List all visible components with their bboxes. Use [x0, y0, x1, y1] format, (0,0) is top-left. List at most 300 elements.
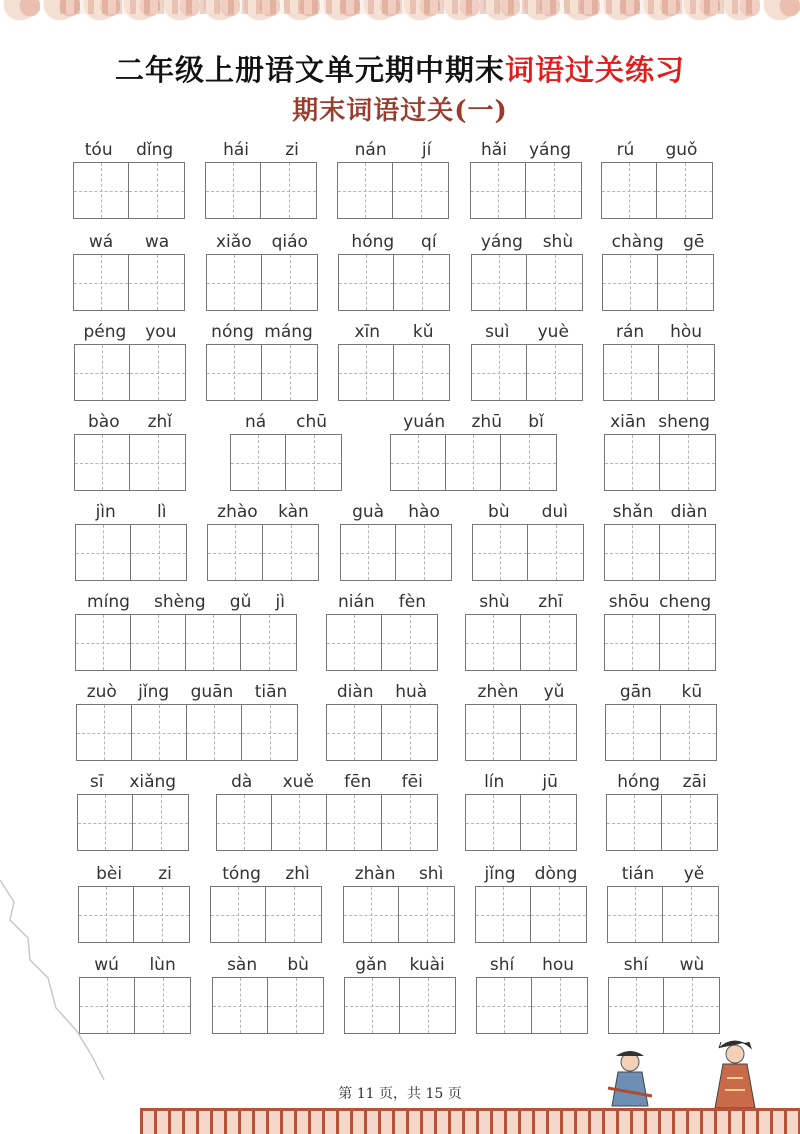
word-item — [603, 320, 715, 401]
pinyin-syllable: shǎn — [612, 502, 654, 522]
pinyin-line — [472, 500, 584, 524]
writing-cell[interactable] — [131, 615, 186, 670]
pinyin-line — [471, 320, 583, 344]
pinyin-syllable: shōu — [608, 592, 650, 612]
word-item — [216, 770, 438, 851]
writing-grid — [210, 886, 322, 943]
writing-cell[interactable] — [477, 978, 532, 1033]
pinyin-syllable: huà — [395, 682, 428, 702]
pinyin-syllable: qiáo — [271, 232, 308, 252]
pinyin-syllable: sàn — [227, 955, 258, 975]
pinyin-syllable: guà — [352, 502, 385, 522]
word-item — [343, 862, 455, 943]
pinyin-syllable: nóng — [211, 322, 254, 342]
writing-cell[interactable] — [532, 978, 587, 1033]
word-item — [604, 500, 716, 581]
pinyin-syllable: shí — [623, 955, 649, 975]
writing-grid — [338, 344, 450, 401]
pinyin-line — [608, 953, 720, 977]
pinyin-line — [602, 230, 714, 254]
pinyin-syllable: jí — [421, 140, 432, 160]
decorative-bottom-rail — [140, 1108, 800, 1134]
writing-cell[interactable] — [396, 525, 451, 580]
pinyin-line — [605, 680, 717, 704]
pinyin-syllable: dǐng — [136, 140, 174, 160]
writing-grid — [338, 254, 450, 311]
pinyin-line — [476, 953, 588, 977]
writing-grid — [465, 794, 577, 851]
writing-grid — [77, 794, 189, 851]
pinyin-syllable: zi — [158, 864, 172, 884]
page-title-main: 二年级上册语文单元期中期末 — [114, 53, 505, 87]
pinyin-line — [210, 862, 322, 886]
pinyin-syllable: zhǐ — [147, 412, 172, 432]
word-item — [465, 770, 577, 851]
pinyin-line — [230, 410, 342, 434]
writing-grid — [604, 614, 716, 671]
writing-cell[interactable] — [130, 435, 185, 490]
pinyin-syllable: suì — [485, 322, 510, 342]
pinyin-syllable: zhì — [285, 864, 310, 884]
word-item — [465, 680, 577, 761]
pinyin-line — [390, 410, 557, 434]
word-item — [604, 590, 716, 671]
writing-cell[interactable] — [659, 345, 714, 400]
writing-cell[interactable] — [658, 255, 713, 310]
word-item — [340, 500, 452, 581]
word-item — [601, 138, 713, 219]
writing-cell[interactable] — [399, 887, 454, 942]
pinyin-syllable: tóng — [222, 864, 261, 884]
word-item — [608, 953, 720, 1034]
pinyin-syllable: nán — [354, 140, 387, 160]
pinyin-line — [607, 862, 719, 886]
writing-grid — [216, 794, 438, 851]
word-item — [207, 500, 319, 581]
pinyin-line — [343, 862, 455, 886]
pinyin-syllable: yě — [683, 864, 705, 884]
writing-cell[interactable] — [132, 705, 187, 760]
writing-cell[interactable] — [663, 887, 718, 942]
writing-cell[interactable] — [471, 163, 526, 218]
pinyin-syllable: dòng — [534, 864, 578, 884]
pinyin-syllable: hóng — [617, 772, 661, 792]
writing-grid — [471, 344, 583, 401]
pinyin-line — [470, 138, 582, 162]
writing-cell[interactable] — [129, 163, 184, 218]
word-item — [604, 410, 716, 491]
writing-grid — [605, 704, 717, 761]
word-item — [602, 230, 714, 311]
writing-cell[interactable] — [187, 705, 242, 760]
pinyin-line — [606, 770, 718, 794]
pinyin-syllable: shù — [542, 232, 574, 252]
writing-grid — [602, 254, 714, 311]
writing-cell[interactable] — [327, 615, 382, 670]
writing-cell[interactable] — [382, 615, 437, 670]
writing-cell[interactable] — [657, 163, 712, 218]
writing-cell[interactable] — [339, 255, 394, 310]
pinyin-line — [604, 410, 716, 434]
writing-cell[interactable] — [345, 978, 400, 1033]
writing-cell[interactable] — [446, 435, 501, 490]
writing-cell[interactable] — [604, 345, 659, 400]
writing-cell[interactable] — [77, 705, 132, 760]
word-item — [606, 770, 718, 851]
pinyin-line — [471, 230, 583, 254]
writing-grid — [326, 614, 438, 671]
opera-figure-right-illustration — [705, 1038, 765, 1110]
word-item — [470, 138, 582, 219]
word-item — [607, 862, 719, 943]
writing-grid — [608, 977, 720, 1034]
pinyin-line — [337, 138, 449, 162]
pinyin-syllable: kàn — [278, 502, 309, 522]
word-item — [75, 500, 187, 581]
writing-cell[interactable] — [242, 705, 297, 760]
writing-cell[interactable] — [78, 795, 133, 850]
pinyin-syllable: wú — [94, 955, 119, 975]
writing-cell[interactable] — [211, 887, 266, 942]
pinyin-syllable: ná — [244, 412, 267, 432]
pinyin-syllable: shù — [479, 592, 510, 612]
writing-cell[interactable] — [521, 615, 576, 670]
pinyin-syllable: nián — [338, 592, 375, 612]
writing-cell[interactable] — [608, 887, 663, 942]
pinyin-syllable: shí — [489, 955, 515, 975]
writing-cell[interactable] — [394, 255, 449, 310]
pinyin-syllable: cheng — [659, 592, 712, 612]
pinyin-syllable: gǎn — [355, 955, 388, 975]
writing-cell[interactable] — [286, 435, 341, 490]
pinyin-line — [212, 953, 324, 977]
pinyin-syllable: tóu — [84, 140, 113, 160]
pinyin-syllable: bǐ — [528, 412, 544, 432]
pinyin-syllable: yǔ — [543, 682, 565, 702]
writing-cell[interactable] — [272, 795, 327, 850]
pinyin-line — [604, 590, 716, 614]
writing-cell[interactable] — [609, 978, 664, 1033]
writing-cell[interactable] — [208, 525, 263, 580]
writing-cell[interactable] — [476, 887, 531, 942]
pinyin-line — [601, 138, 713, 162]
pinyin-line — [340, 500, 452, 524]
writing-grid — [76, 704, 298, 761]
pinyin-syllable: hào — [408, 502, 440, 522]
writing-cell[interactable] — [344, 887, 399, 942]
opera-figure-left-illustration — [600, 1048, 660, 1110]
writing-grid — [207, 524, 319, 581]
writing-cell[interactable] — [527, 345, 582, 400]
writing-cell[interactable] — [266, 887, 321, 942]
pinyin-syllable: lín — [484, 772, 505, 792]
writing-grid — [604, 524, 716, 581]
writing-cell[interactable] — [135, 978, 190, 1033]
pinyin-line — [475, 862, 587, 886]
pinyin-syllable: yuán — [403, 412, 446, 432]
word-item — [76, 680, 298, 761]
pinyin-syllable: wá — [88, 232, 114, 252]
writing-grid — [74, 434, 186, 491]
writing-cell[interactable] — [602, 163, 657, 218]
torn-paper-edge — [0, 880, 120, 1080]
writing-cell[interactable] — [74, 255, 129, 310]
word-item — [77, 770, 189, 851]
pinyin-syllable: hóng — [351, 232, 395, 252]
decorative-top-pattern — [60, 0, 760, 14]
writing-cell[interactable] — [664, 978, 719, 1033]
writing-cell[interactable] — [603, 255, 658, 310]
writing-grid — [73, 254, 185, 311]
writing-cell[interactable] — [134, 887, 189, 942]
writing-grid — [206, 254, 318, 311]
writing-cell[interactable] — [521, 705, 576, 760]
pinyin-line — [216, 770, 438, 794]
word-item — [390, 410, 557, 491]
pinyin-syllable: fēn — [344, 772, 372, 792]
writing-cell[interactable] — [472, 255, 527, 310]
writing-cell[interactable] — [213, 978, 268, 1033]
writing-cell[interactable] — [660, 525, 715, 580]
writing-cell[interactable] — [466, 705, 521, 760]
writing-cell[interactable] — [607, 795, 662, 850]
pinyin-syllable: diàn — [670, 502, 708, 522]
word-item — [471, 230, 583, 311]
writing-grid — [470, 162, 582, 219]
writing-cell[interactable] — [526, 163, 581, 218]
word-item — [73, 138, 185, 219]
writing-cell[interactable] — [74, 163, 129, 218]
writing-grid — [606, 794, 718, 851]
word-item — [205, 138, 317, 219]
page-subtitle: 期末词语过关(一) — [292, 96, 508, 126]
pinyin-syllable: zhào — [217, 502, 258, 522]
pinyin-line — [603, 320, 715, 344]
writing-cell[interactable] — [521, 795, 576, 850]
writing-grid — [471, 254, 583, 311]
word-item — [326, 680, 438, 761]
pinyin-line — [73, 138, 185, 162]
pinyin-syllable: zuò — [86, 682, 117, 702]
writing-cell[interactable] — [660, 615, 715, 670]
pinyin-syllable: chàng — [611, 232, 664, 252]
writing-cell[interactable] — [207, 255, 262, 310]
word-item — [337, 138, 449, 219]
pinyin-syllable: jìn — [95, 502, 116, 522]
writing-cell[interactable] — [261, 163, 316, 218]
writing-cell[interactable] — [262, 255, 317, 310]
pinyin-syllable: guān — [190, 682, 234, 702]
pinyin-line — [75, 590, 297, 614]
writing-cell[interactable] — [472, 345, 527, 400]
pinyin-syllable: zhī — [538, 592, 563, 612]
writing-cell[interactable] — [391, 435, 446, 490]
writing-cell[interactable] — [400, 978, 455, 1033]
writing-cell[interactable] — [393, 163, 448, 218]
pinyin-syllable: kuài — [409, 955, 445, 975]
pinyin-syllable: duì — [541, 502, 568, 522]
pinyin-syllable: yáng — [528, 140, 571, 160]
writing-cell[interactable] — [662, 795, 717, 850]
pinyin-line — [604, 500, 716, 524]
writing-grid — [601, 162, 713, 219]
pinyin-syllable: míng — [87, 592, 130, 612]
writing-cell[interactable] — [661, 705, 716, 760]
page-title-highlight: 词语过关练习 — [505, 53, 686, 87]
writing-grid — [337, 162, 449, 219]
page-footer: 第 11 页，共 15 页 — [338, 1086, 462, 1102]
writing-cell[interactable] — [327, 795, 382, 850]
pinyin-syllable: chū — [296, 412, 328, 432]
word-item — [472, 500, 584, 581]
writing-cell[interactable] — [606, 705, 661, 760]
pinyin-line — [465, 680, 577, 704]
writing-cell[interactable] — [382, 795, 437, 850]
writing-cell[interactable] — [263, 525, 318, 580]
word-item — [344, 953, 456, 1034]
writing-grid — [390, 434, 557, 491]
pinyin-syllable: fēi — [401, 772, 423, 792]
writing-cell[interactable] — [76, 615, 131, 670]
writing-cell[interactable] — [527, 255, 582, 310]
pinyin-syllable: máng — [264, 322, 313, 342]
writing-cell[interactable] — [473, 525, 528, 580]
writing-cell[interactable] — [186, 615, 241, 670]
writing-grid — [206, 344, 318, 401]
writing-cell[interactable] — [660, 435, 715, 490]
word-item — [471, 320, 583, 401]
pinyin-syllable: you — [145, 322, 177, 342]
writing-grid — [326, 704, 438, 761]
writing-grid — [205, 162, 317, 219]
writing-cell[interactable] — [531, 887, 586, 942]
writing-cell[interactable] — [262, 345, 317, 400]
pinyin-line — [205, 138, 317, 162]
writing-grid — [230, 434, 342, 491]
writing-cell[interactable] — [338, 163, 393, 218]
writing-cell[interactable] — [528, 525, 583, 580]
pinyin-syllable: bào — [87, 412, 120, 432]
writing-cell[interactable] — [217, 795, 272, 850]
pinyin-line — [338, 320, 450, 344]
writing-cell[interactable] — [131, 525, 186, 580]
word-item — [338, 320, 450, 401]
writing-cell[interactable] — [501, 435, 556, 490]
pinyin-syllable: rú — [616, 140, 635, 160]
pinyin-syllable: wù — [679, 955, 705, 975]
writing-cell[interactable] — [394, 345, 449, 400]
writing-cell[interactable] — [241, 615, 296, 670]
pinyin-syllable: xiǎng — [129, 772, 177, 792]
writing-cell[interactable] — [75, 345, 130, 400]
writing-cell[interactable] — [129, 255, 184, 310]
writing-grid — [73, 162, 185, 219]
writing-cell[interactable] — [206, 163, 261, 218]
writing-cell[interactable] — [327, 705, 382, 760]
pinyin-syllable: kǔ — [412, 322, 434, 342]
writing-cell[interactable] — [75, 435, 130, 490]
writing-cell[interactable] — [382, 705, 437, 760]
pinyin-line — [338, 230, 450, 254]
word-item — [210, 862, 322, 943]
pinyin-syllable: dà — [231, 772, 253, 792]
pinyin-syllable: yáng — [480, 232, 523, 252]
word-item — [475, 862, 587, 943]
word-item — [230, 410, 342, 491]
word-item — [73, 230, 185, 311]
page-title — [0, 48, 800, 89]
pinyin-syllable: gān — [619, 682, 652, 702]
pinyin-syllable: jì — [275, 592, 285, 612]
pinyin-syllable: jǐng — [138, 682, 170, 702]
word-item — [605, 680, 717, 761]
writing-grid — [465, 704, 577, 761]
writing-cell[interactable] — [466, 615, 521, 670]
writing-cell[interactable] — [207, 345, 262, 400]
pinyin-syllable: xiān — [610, 412, 647, 432]
writing-cell[interactable] — [466, 795, 521, 850]
pinyin-line — [326, 680, 438, 704]
writing-cell[interactable] — [341, 525, 396, 580]
word-item — [75, 590, 297, 671]
writing-cell[interactable] — [130, 345, 185, 400]
pinyin-syllable: rán — [615, 322, 645, 342]
pinyin-syllable: zhàn — [354, 864, 396, 884]
pinyin-syllable: zi — [285, 140, 299, 160]
pinyin-syllable: bù — [488, 502, 510, 522]
pinyin-syllable: gǔ — [229, 592, 252, 612]
pinyin-line — [73, 230, 185, 254]
pinyin-syllable: jū — [542, 772, 558, 792]
writing-cell[interactable] — [231, 435, 286, 490]
pinyin-syllable: zhèn — [477, 682, 519, 702]
word-item — [206, 230, 318, 311]
pinyin-syllable: hǎi — [481, 140, 507, 160]
pinyin-line — [74, 320, 186, 344]
pinyin-syllable: sheng — [658, 412, 710, 432]
pinyin-syllable: péng — [83, 322, 127, 342]
writing-cell[interactable] — [605, 435, 660, 490]
pinyin-line — [76, 680, 298, 704]
writing-cell[interactable] — [133, 795, 188, 850]
writing-cell[interactable] — [268, 978, 323, 1033]
writing-grid — [476, 977, 588, 1034]
word-item — [338, 230, 450, 311]
writing-grid — [472, 524, 584, 581]
pinyin-line — [74, 410, 186, 434]
pinyin-syllable: guǒ — [665, 140, 698, 160]
pinyin-line — [206, 320, 318, 344]
pinyin-line — [326, 590, 438, 614]
writing-grid — [74, 344, 186, 401]
word-item — [74, 410, 186, 491]
writing-cell[interactable] — [605, 525, 660, 580]
pinyin-syllable: shì — [418, 864, 444, 884]
writing-cell[interactable] — [339, 345, 394, 400]
pinyin-syllable: xuě — [282, 772, 314, 792]
writing-cell[interactable] — [76, 525, 131, 580]
pinyin-line — [75, 500, 187, 524]
pinyin-line — [465, 770, 577, 794]
pinyin-line — [465, 590, 577, 614]
pinyin-syllable: bù — [287, 955, 309, 975]
pinyin-syllable: diàn — [336, 682, 374, 702]
writing-grid — [75, 614, 297, 671]
pinyin-syllable: tiān — [254, 682, 288, 702]
writing-cell[interactable] — [605, 615, 660, 670]
word-item — [465, 590, 577, 671]
pinyin-syllable: jǐng — [484, 864, 516, 884]
